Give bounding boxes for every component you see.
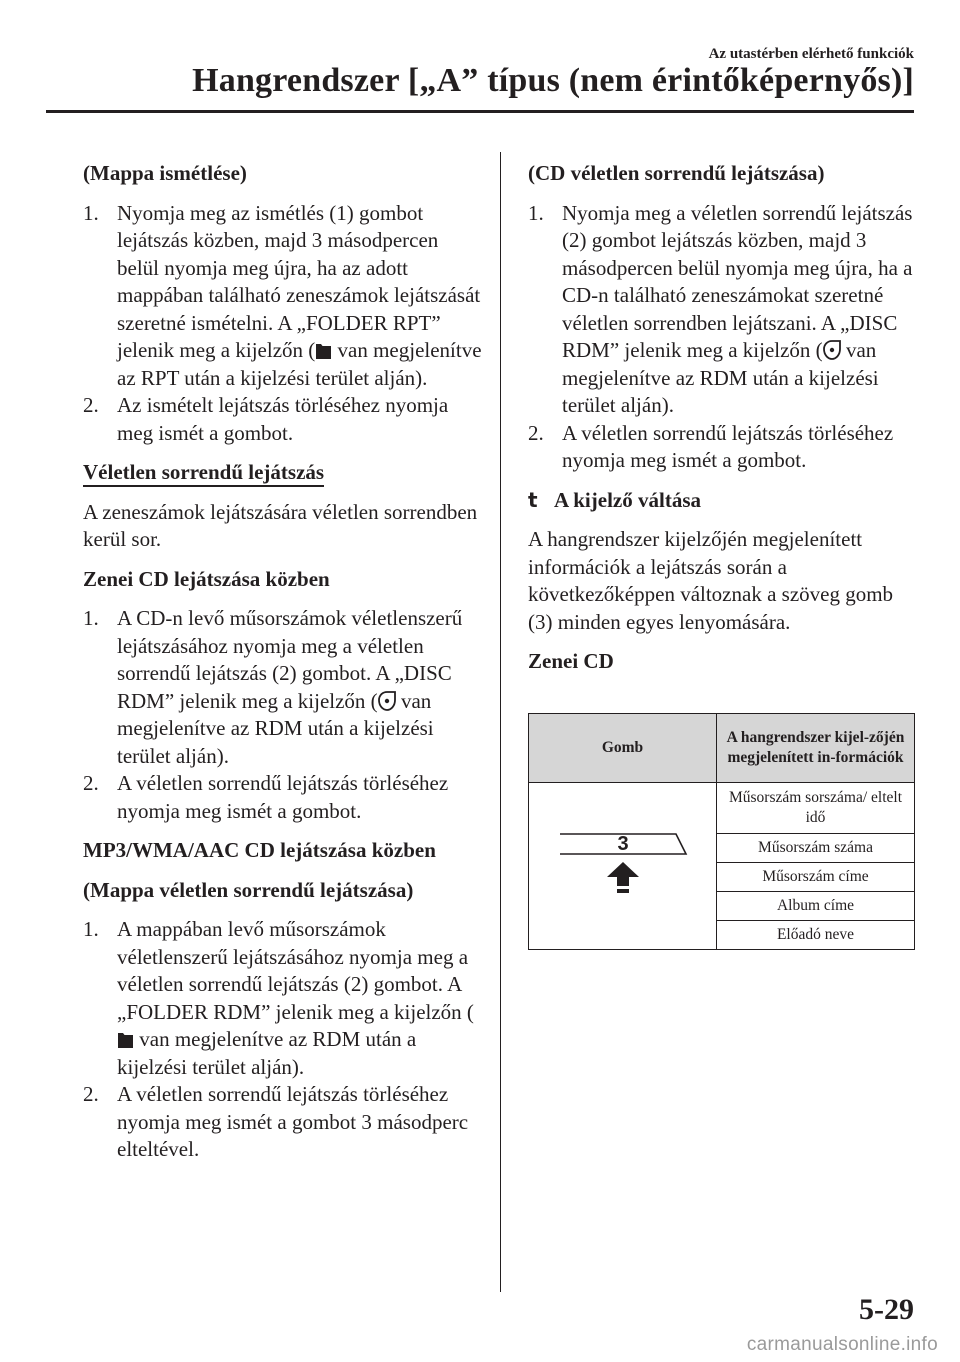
column-divider (500, 152, 501, 1292)
list-item (83, 770, 483, 825)
right-column (528, 160, 918, 688)
info-row: Műsorszám címe (717, 863, 915, 892)
step-number: 1. (83, 606, 99, 630)
list-item (83, 200, 483, 393)
info-row: Előadó neve (717, 921, 915, 950)
section-kicker: Az utastérben elérhető funkciók (708, 46, 914, 62)
header-button: Gomb (529, 714, 717, 783)
random-heading-text: Véletlen sorrendű lejátszás (83, 460, 324, 487)
step-text: A véletlen sorrendű lejátszás törléséhez nyomja meg ismét a gombot. (117, 771, 449, 823)
step-text: Nyomja meg az ismétlés (1) gombot lejátszás közben, majd 3 másodpercen belül nyomja meg újra, ha az adott mappában található zeneszámok lejátszását szeretné ismételni. A „FOLDER RPT” jelenik meg a kijelzőn ( (117, 200, 481, 362)
step-number: 1. (83, 917, 99, 941)
title-rule (46, 110, 914, 113)
list-item (83, 916, 483, 1081)
left-column (83, 160, 483, 1176)
step-text: van megjelenítve az RDM után a kijelzési terület alján). (117, 688, 434, 768)
step-text: A véletlen sorrendű lejátszás törléséhez nyomja meg ismét a gombot 3 másodperc elteltével. (117, 1082, 469, 1161)
header-info: A hangrendszer kijel-zőjén megjelenített in-formációk (717, 714, 915, 783)
folder-repeat-heading: (Mappa ismétlése) (83, 161, 247, 185)
watermark: carmanualsonline.info (746, 1334, 938, 1355)
bullet-icon: t (528, 487, 538, 512)
page-title: Hangrendszer [„A” típus (nem érintőképernyős)] (192, 62, 914, 99)
step-text: A mappában levő műsorszámok véletlenszerű lejátszásához nyomja meg a véletlen sorrendű lejátszás (2) gombot. A „FOLDER RDM” jelenik meg a kijelzőn ( (117, 917, 474, 1024)
disc-icon (823, 340, 841, 360)
step-number: 2. (83, 771, 99, 795)
step-text: A CD-n levő műsorszámok véletlenszerű lejátszásához nyomja meg a véletlen sorrendű lejátszás (2) gombot. A „DISC RDM” jelenik meg a kijelzőn ( (117, 606, 463, 713)
info-row: Műsorszám száma (717, 834, 915, 863)
cd-heading: Zenei CD lejátszása közben (83, 566, 330, 591)
step-number: 2. (83, 393, 99, 417)
folder-repeat-steps (83, 200, 483, 448)
step-text: van megjelenítve az RDM után a kijelzési terület alján). (117, 1027, 417, 1079)
folder-random-heading: (Mappa véletlen sorrendű lejátszása) (83, 877, 414, 902)
mp3-heading: MP3/WMA/AAC CD lejátszása közben (83, 838, 436, 862)
list-item (83, 605, 483, 770)
step-number: 2. (528, 420, 544, 445)
display-switch-heading-text: A kijelző váltása (554, 487, 701, 512)
cd-random-heading: (CD véletlen sorrendű lejátszása) (528, 161, 825, 185)
display-switch-text: A hangrendszer kijelzőjén megjelenített információk a lejátszás során a következőképpen változnak a szöveg gomb (3) minden egyes lenyomására. (528, 527, 894, 634)
button-cell (529, 783, 717, 950)
info-row: Műsorszám sorszáma/ eltelt idő (717, 783, 915, 834)
page-number: 5-29 (859, 1293, 914, 1326)
step-number: 1. (528, 200, 544, 225)
step-text: Az ismételt lejátszás törléséhez nyomja meg ismét a gombot. (117, 393, 449, 445)
folder-icon (117, 1030, 134, 1049)
step-text: van megjelenítve az RPT után a kijelzési terület alján). (117, 338, 482, 390)
display-switch-heading (528, 487, 918, 515)
step-number: 1. (83, 200, 99, 225)
cd-steps (83, 605, 483, 825)
info-row: Album címe (717, 892, 915, 921)
press-base (617, 889, 629, 893)
button-number: 3 (616, 833, 629, 855)
step-number: 2. (83, 1082, 99, 1106)
random-intro: A zeneszámok lejátszására véletlen sorrendben kerül sor. (83, 499, 478, 551)
list-item (83, 1081, 483, 1164)
table-header-row (529, 714, 915, 783)
cd-random-steps (528, 200, 918, 475)
table-row (529, 783, 915, 834)
info-table (528, 713, 915, 950)
random-heading (83, 459, 483, 487)
list-item (83, 392, 483, 447)
folder-icon (315, 341, 332, 360)
step-text: van megjelenítve az RDM után a kijelzési terület alján). (562, 338, 879, 417)
zenei-cd-heading: Zenei CD (528, 649, 614, 673)
folder-random-steps (83, 916, 483, 1164)
list-item (528, 420, 918, 475)
step-text: A véletlen sorrendű lejátszás törléséhez nyomja meg ismét a gombot. (562, 420, 894, 472)
disc-icon (378, 691, 396, 711)
step-text: Nyomja meg a véletlen sorrendű lejátszás (2) gombot lejátszás közben, majd 3 másodpercen belül nyomja meg újra, ha a CD-n található zeneszámokat szeretné véletlen sorrendben lejátszani. A „DISC RDM” jelenik meg a kijelzőn ( (562, 200, 913, 362)
list-item (528, 200, 918, 420)
button-press-icon (558, 828, 688, 898)
press-arrow (607, 862, 639, 886)
